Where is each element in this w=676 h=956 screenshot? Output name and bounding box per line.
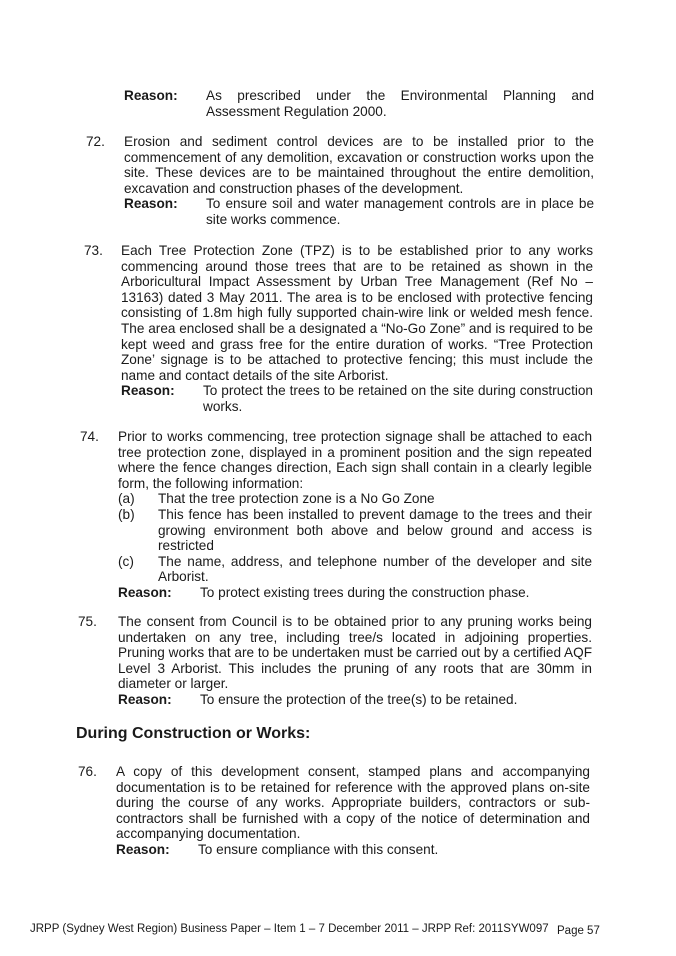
- footer-reference: JRPP (Sydney West Region) Business Paper – Item 1 – 7 December 2011 – JRPP Ref: 2011SYW097: [30, 923, 549, 935]
- list-item-text: That the tree protection zone is a No Go Zone: [158, 491, 435, 507]
- page-number: Page 57: [557, 925, 600, 937]
- reason-text: To ensure the protection of the tree(s) to be retained.: [200, 691, 518, 707]
- reason-label: Reason:: [124, 196, 178, 212]
- condition-74-reason: [118, 585, 592, 601]
- condition-75-reason: [118, 692, 592, 708]
- condition-75-text: The consent from Council is to be obtained prior to any pruning works being undertaken on any tree, including tree/s located in adjoining properties. Pruning works that are to be undertaken must be carried out by a certified AQF Level 3 Arborist. This includes the pruning of any roots that are 30mm in diameter or larger.: [118, 614, 592, 692]
- list-item-text: This fence has been installed to prevent damage to the trees and their growing environment both above and below ground and access is restricted: [158, 506, 592, 554]
- list-item-label: (a): [118, 491, 135, 507]
- list-item-text: The name, address, and telephone number of the developer and site Arborist.: [158, 553, 592, 585]
- condition-75-number: 75.: [78, 614, 97, 629]
- condition-76-reason: [116, 842, 590, 858]
- reason-text: To protect the trees to be retained on the site during construction works.: [203, 383, 593, 414]
- condition-73: [121, 243, 593, 415]
- reason-text: To ensure soil and water management controls are in place be site works commence.: [206, 196, 594, 227]
- condition-74: [118, 429, 592, 601]
- condition-72-number: 72.: [86, 134, 105, 149]
- condition-72-text: Erosion and sediment control devices are to be installed prior to the commencement of any demolition, excavation or construction works upon the site. These devices are to be maintained throughout the entire demolition, excavation and construction phases of the development.: [124, 134, 594, 196]
- list-item: [118, 554, 592, 585]
- reason-text: To ensure compliance with this consent.: [198, 841, 439, 857]
- list-item: [118, 507, 592, 554]
- section-heading: During Construction or Works:: [76, 725, 311, 742]
- list-item-label: (b): [118, 506, 135, 522]
- reason-label: Reason:: [116, 841, 170, 857]
- condition-73-text: Each Tree Protection Zone (TPZ) is to be established prior to any works commencing around those trees that are to be retained as shown in the Arboricultural Impact Assessment by Urban Tree Management (Ref No – 13163) dated 3 May 2011. The area is to be enclosed with protective fencing consisting of 1.8m high fully supported chain-wire link or welded mesh fence. The area enclosed shall be a designated a “No-Go Zone” and is required to be kept weed and grass free for the entire duration of works. “Tree Protection Zone’ signage is to be attached to protective fencing; this must include the name and contact details of the site Arborist.: [121, 243, 593, 383]
- condition-76: [116, 764, 590, 858]
- top-reason: [124, 88, 594, 119]
- condition-76-number: 76.: [78, 764, 97, 779]
- list-item: [118, 491, 592, 507]
- reason-label: Reason:: [124, 88, 178, 103]
- condition-73-number: 73.: [84, 243, 103, 258]
- condition-74-number: 74.: [80, 429, 99, 444]
- reason-text: As prescribed under the Environmental Planning and Assessment Regulation 2000.: [206, 88, 594, 119]
- reason-label: Reason:: [121, 383, 175, 399]
- condition-76-text: A copy of this development consent, stamped plans and accompanying documentation is to be retained for reference with the approved plans on-site during the course of any works. Appropriate builders, contractors or sub-contractors shall be furnished with a copy of the notice of determination and accompanying documentation.: [116, 764, 590, 842]
- reason-label: Reason:: [118, 584, 172, 600]
- condition-72: [124, 134, 594, 228]
- reason-text: To protect existing trees during the construction phase.: [200, 584, 530, 600]
- condition-73-reason: [121, 383, 593, 414]
- list-item-label: (c): [118, 553, 134, 569]
- reason-label: Reason:: [118, 691, 172, 707]
- condition-72-reason: [124, 196, 594, 227]
- condition-75: [118, 614, 592, 708]
- condition-74-text: Prior to works commencing, tree protection signage shall be attached to each tree protection zone, displayed in a prominent position and the sign repeated where the fence changes direction, Each sign shall contain in a clearly legible form, the following information:: [118, 429, 592, 491]
